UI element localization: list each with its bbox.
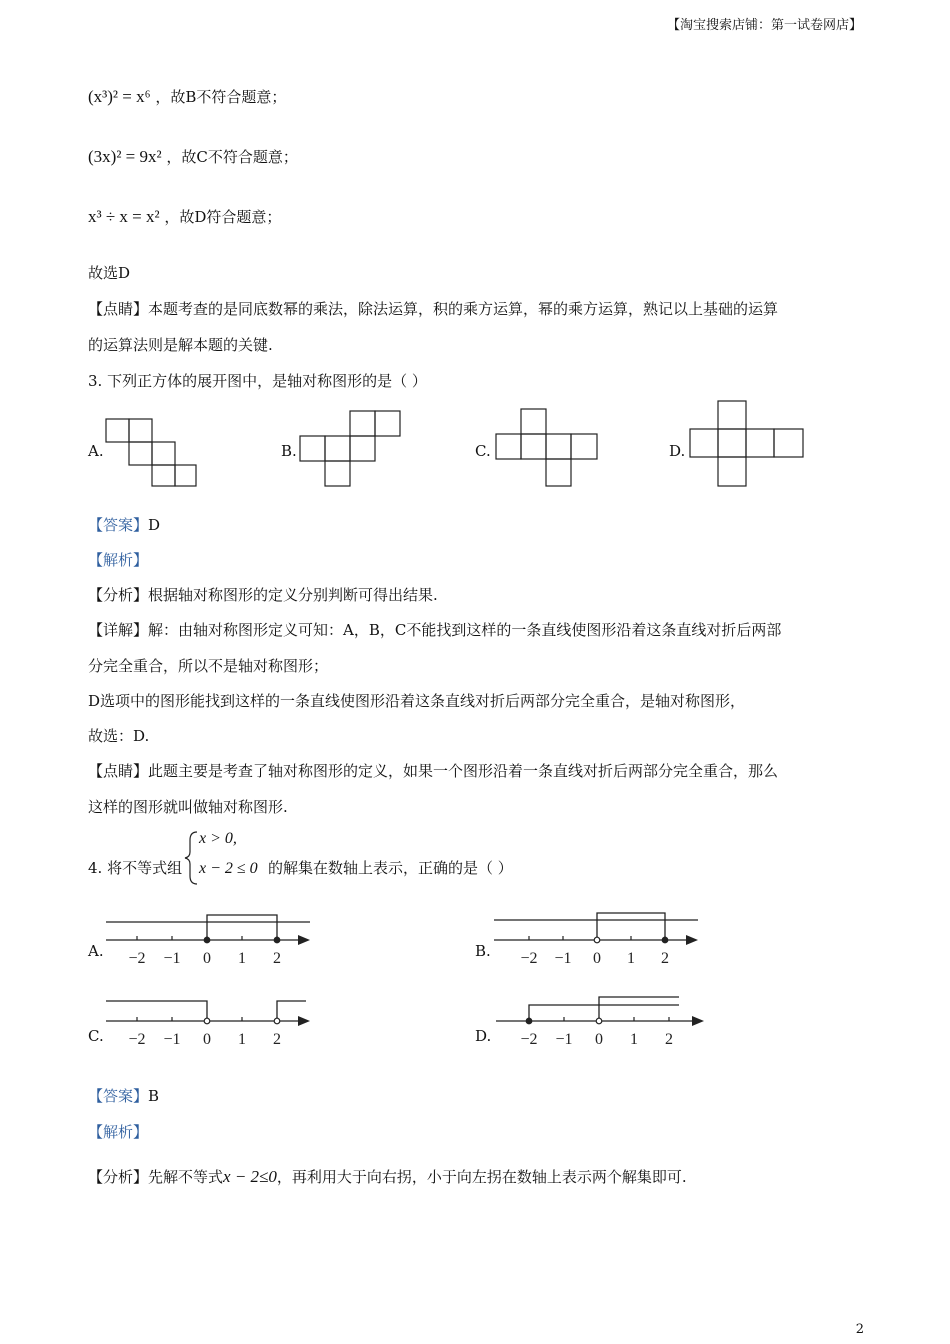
axis-tick-label: −2: [520, 950, 538, 967]
axis-tick-label: −2: [128, 1031, 146, 1048]
q2-c-math: (3x)² = 9x²: [88, 147, 162, 166]
q4-stem-post: 的解集在数轴上表示，正确的是（ ）: [268, 859, 513, 877]
axis-tick-label: −1: [163, 1031, 181, 1048]
q2-d-math: x³ ÷ x = x²: [88, 207, 160, 226]
q4-option-b-label: B.: [475, 942, 491, 960]
solution-segment-d-0: [529, 1005, 679, 1021]
axis-tick-label: −1: [554, 950, 572, 967]
q3-detail-1: 解：由轴对称图形定义可知：A，B，C不能找到这样的一条直线使图形沿着这条直线对折后两部: [148, 621, 782, 639]
q3-option-d-label: D.: [669, 442, 686, 460]
q4-fenxi-pre: 先解不等式: [148, 1168, 224, 1186]
axis-tick-label: −1: [163, 950, 181, 967]
q3-analysis-tag: 【解析】: [88, 551, 149, 569]
q2-b-text: ，故B不符合题意；: [155, 88, 287, 106]
q2-c-text: ，故C不符合题意；: [166, 148, 298, 166]
axis-tick-label: 2: [273, 950, 281, 967]
q4-analysis-tag: 【解析】: [88, 1123, 149, 1141]
axis-tick-label: 1: [627, 950, 635, 967]
axis-arrow-c: [298, 1016, 310, 1026]
q2-comment-1: 本题考查的是同底数幂的乘法，除法运算，积的乘方运算，幂的乘方运算，熟记以上基础的运算: [148, 300, 779, 318]
q3-option-a-label: A.: [88, 442, 104, 460]
axis-tick-label: 0: [203, 950, 211, 967]
q4-ineq-2: x − 2 ≤ 0: [199, 860, 258, 877]
q3-detail-3: D选项中的图形能找到这样的一条直线使图形沿着这条直线对折后两部分完全重合，是轴对称图形，: [88, 692, 746, 710]
axis-point-a-0: [204, 937, 210, 943]
q2-comment-2: 的运算法则是解本题的关键.: [88, 336, 273, 354]
q4-fenxi-math: x − 2≤0: [223, 1167, 277, 1186]
page-number: 2: [855, 1322, 864, 1337]
axis-tick-label: 1: [238, 1031, 246, 1048]
q3-detail-4: 故选：D.: [88, 727, 150, 745]
q3-detail-2: 分完全重合，所以不是轴对称图形；: [88, 657, 329, 675]
axis-tick-label: −2: [520, 1031, 538, 1048]
q4-answer-tag: 【答案】: [88, 1087, 149, 1105]
q2-comment-tag: 【点睛】: [88, 300, 149, 318]
q3-answer-value: D: [148, 516, 161, 534]
q3-detail-tag: 【详解】: [88, 621, 149, 639]
axis-arrow-b: [686, 935, 698, 945]
solution-segment-d-1: [599, 997, 679, 1021]
axis-point-c-0: [204, 1018, 210, 1024]
axis-tick-label: 2: [661, 950, 669, 967]
axis-point-d-0: [526, 1018, 532, 1024]
axis-tick-label: −2: [128, 950, 146, 967]
q4-stem-pre: 4. 将不等式组: [88, 859, 183, 877]
q3-fenxi-tag: 【分析】: [88, 586, 149, 604]
q3-option-b-label: B.: [281, 442, 297, 460]
axis-point-c-1: [274, 1018, 280, 1024]
q2-choice: 故选D: [88, 264, 131, 282]
axis-point-b-0: [594, 937, 600, 943]
axis-point-d-1: [596, 1018, 602, 1024]
q2-b-math: (x³)² = x⁶: [88, 87, 151, 106]
axis-tick-label: 0: [595, 1031, 603, 1048]
axis-tick-label: 0: [203, 1031, 211, 1048]
q4-answer-value: B: [148, 1087, 160, 1105]
q4-answer: [88, 1085, 159, 1106]
axis-tick-label: 1: [630, 1031, 638, 1048]
q3-option-c-label: C.: [475, 442, 491, 460]
solution-segment-c-0: [106, 1001, 207, 1021]
axis-point-a-1: [274, 937, 280, 943]
axis-tick-label: 1: [238, 950, 246, 967]
q3-stem: 3. 下列正方体的展开图中，是轴对称图形的是（ ）: [88, 372, 427, 390]
axis-arrow-d: [692, 1016, 704, 1026]
q4-fenxi-post: ，再利用大于向右拐，小于向左拐在数轴上表示两个解集即可.: [276, 1168, 687, 1186]
q3-comment-2: 这样的图形就叫做轴对称图形.: [88, 798, 288, 816]
q3-fenxi-text: 根据轴对称图形的定义分别判断可得出结果.: [148, 586, 438, 604]
axis-point-b-1: [662, 937, 668, 943]
q4-fenxi-tag: 【分析】: [88, 1168, 149, 1186]
axis-tick-label: 2: [273, 1031, 281, 1048]
axis-tick-label: 2: [665, 1031, 673, 1048]
axis-tick-label: −1: [555, 1031, 573, 1048]
q2-d-text: ，故D符合题意；: [164, 208, 282, 226]
q4-option-a-label: A.: [88, 942, 104, 960]
q3-comment-tag: 【点睛】: [88, 762, 149, 780]
q4-ineq-1: x > 0,: [199, 830, 237, 847]
q4-option-d-label: D.: [475, 1027, 492, 1045]
header-shop: 【淘宝搜索店铺：第一试卷网店】: [666, 18, 862, 33]
solution-segment-b-1: [597, 913, 665, 940]
q3-answer-tag: 【答案】: [88, 516, 149, 534]
axis-arrow-a: [298, 935, 310, 945]
q4-fenxi: [88, 1166, 687, 1187]
q3-comment-1: 此题主要是考查了轴对称图形的定义，如果一个图形沿着一条直线对折后两部分完全重合，那么: [148, 762, 779, 780]
axis-tick-label: 0: [593, 950, 601, 967]
q4-option-c-label: C.: [88, 1027, 104, 1045]
